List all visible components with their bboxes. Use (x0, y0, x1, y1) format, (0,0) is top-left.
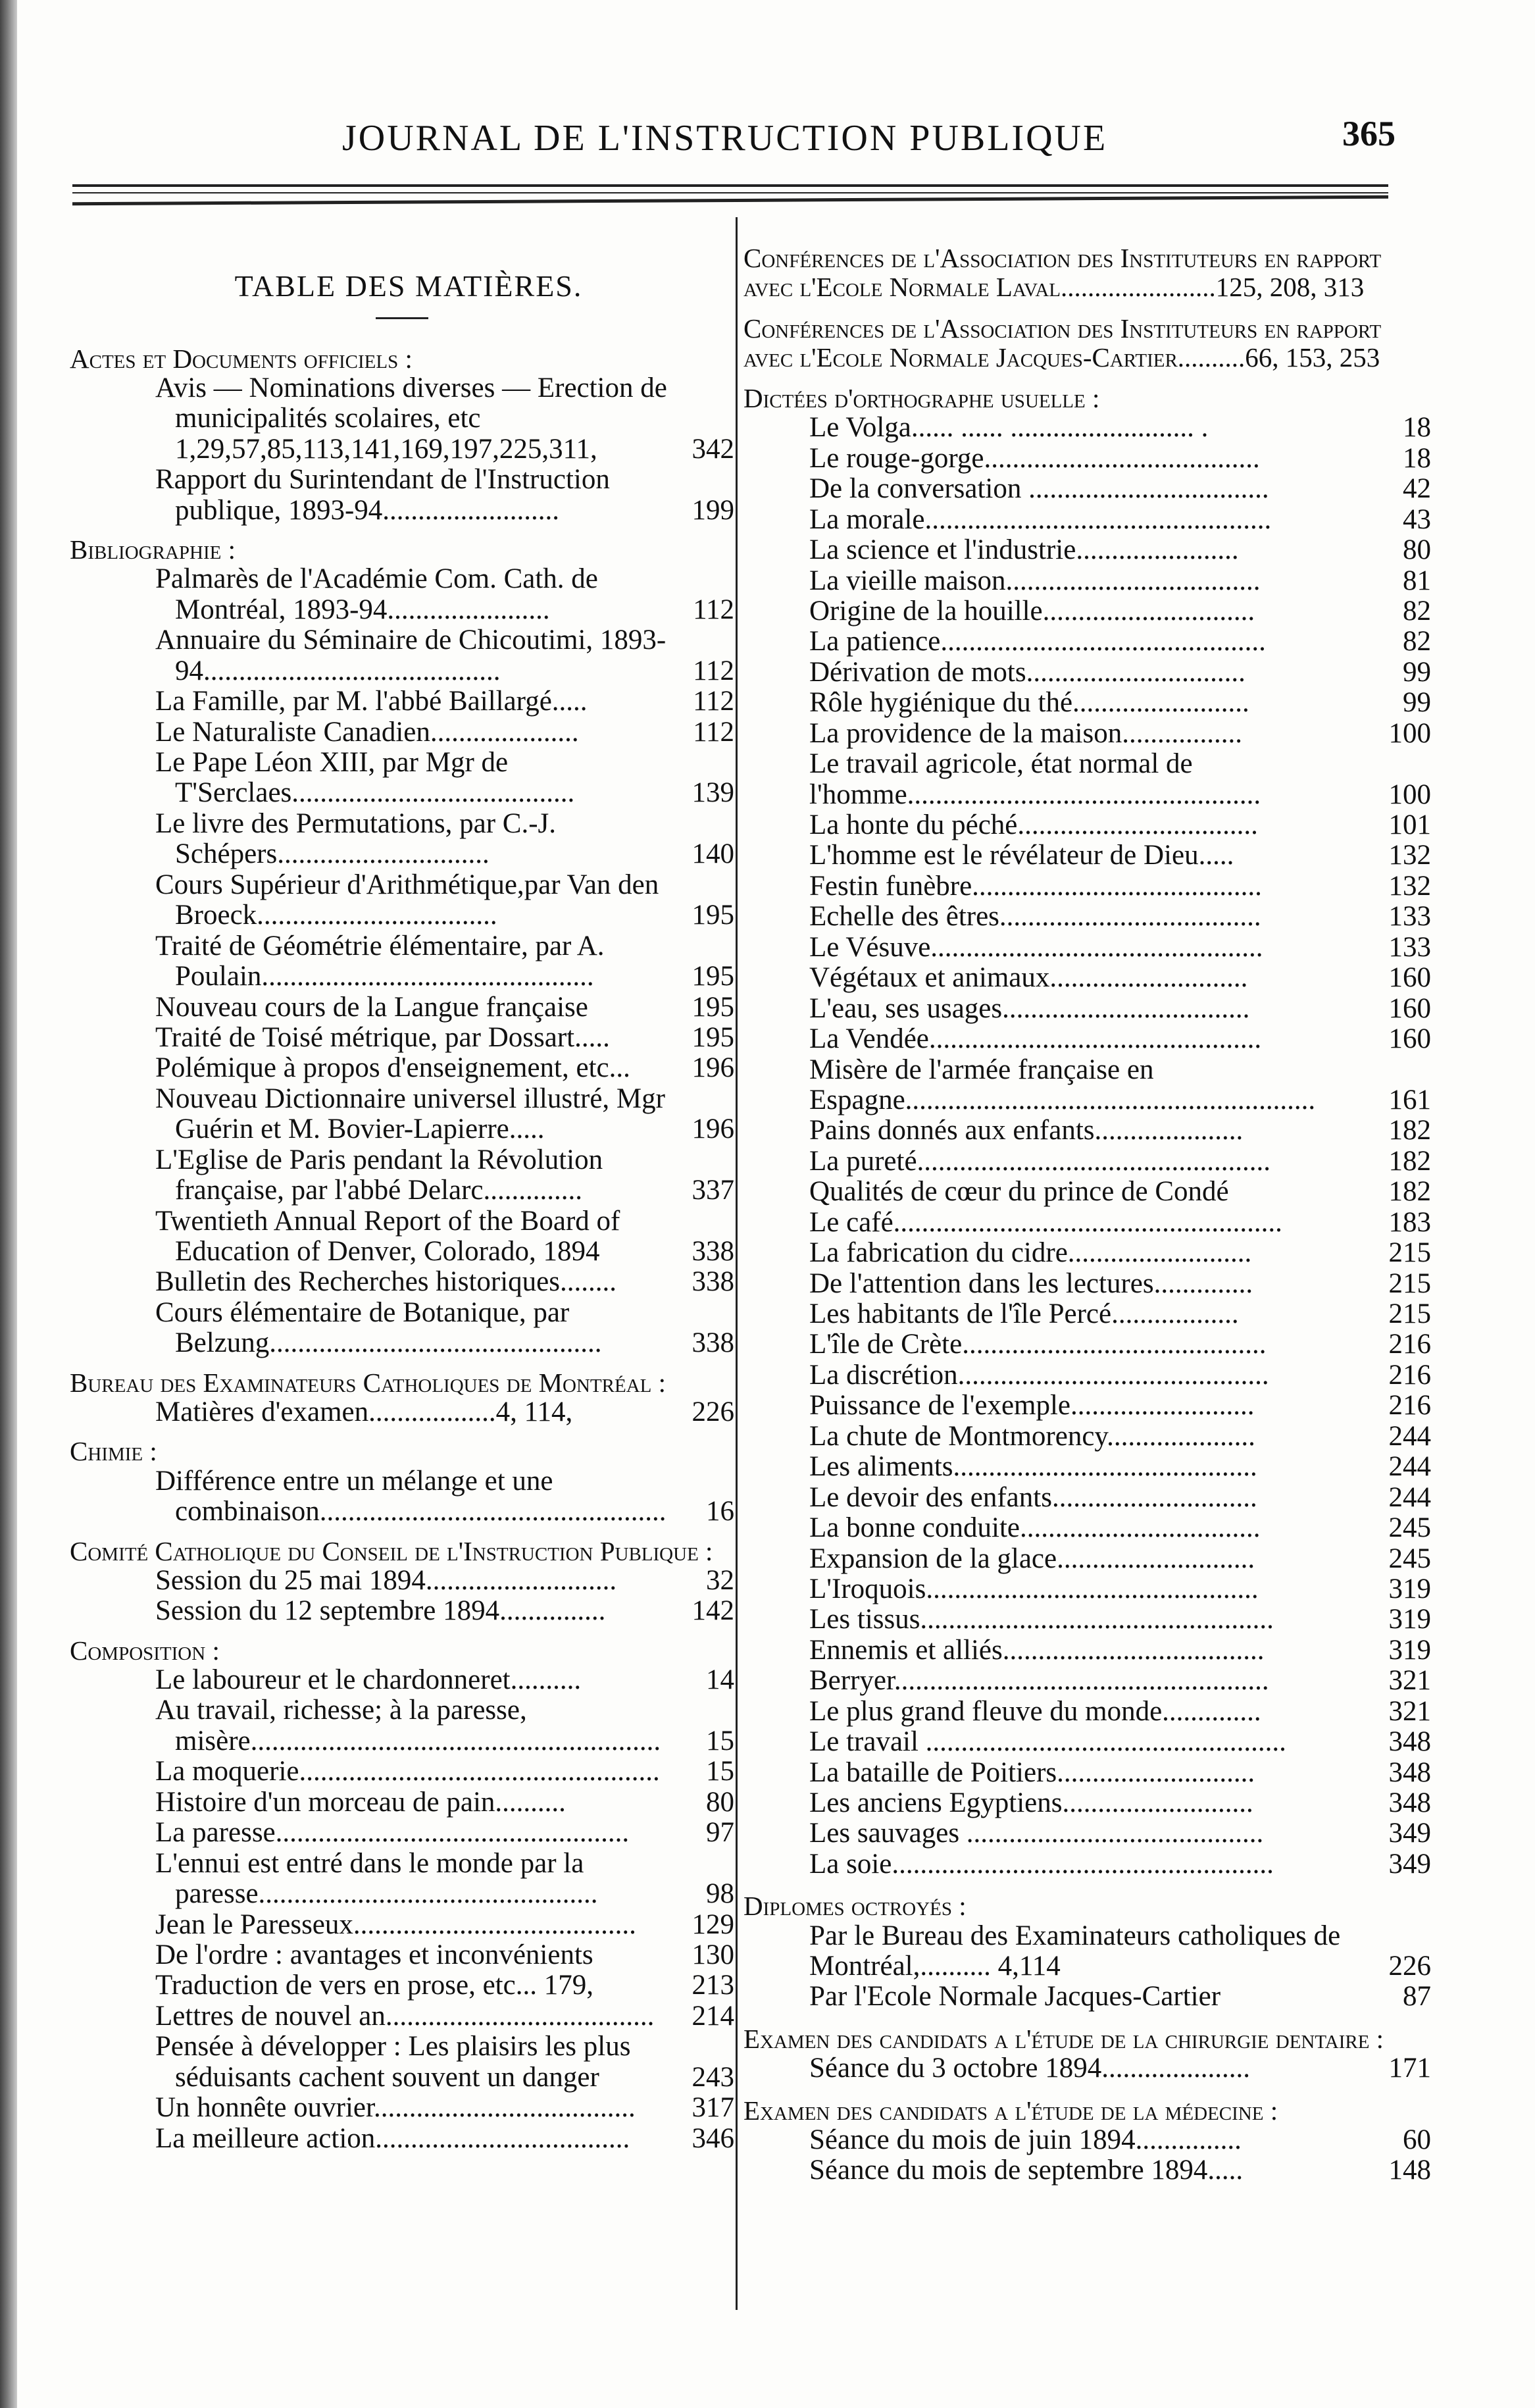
entry-page: 87 (1403, 1981, 1431, 2012)
section-heading: Diplomes octroyés : (743, 1891, 967, 1922)
header-rule (72, 184, 1388, 187)
index-entry (743, 1238, 1431, 1268)
index-entry (743, 810, 1431, 840)
index-entry (743, 1483, 1431, 1513)
entry-page: 161 (1388, 1084, 1431, 1115)
index-entry (70, 2124, 734, 2154)
index-entry (70, 1566, 734, 1596)
entry-text: La soie...................................................... (809, 1848, 1274, 1880)
entry-text: L'ennui est entré dans le monde par la paresse................................................ (155, 1847, 598, 1910)
index-entry (743, 1982, 1431, 2012)
entry-text: Les habitants de l'île Percé.................. (809, 1298, 1239, 1330)
index-entry (743, 1024, 1431, 1054)
entry-page: 112 (693, 686, 734, 717)
entry-page: 183 (1388, 1206, 1431, 1238)
index-entry (70, 1084, 734, 1145)
index-entry (743, 1513, 1431, 1543)
index-entry (70, 465, 734, 526)
entry-page: 60 (1403, 2124, 1431, 2155)
index-entry (70, 1756, 734, 1787)
entry-text: Traité de Géométrie élémentaire, par A. Poulain............................................... (155, 930, 605, 992)
entry-text: Matières d'examen..................4, 114, (155, 1396, 573, 1428)
title-rule (376, 317, 428, 319)
entry-page: 130 (692, 1939, 734, 1970)
entry-page: 171 (1388, 2053, 1431, 2084)
entry-text: La science et l'industrie....................... (809, 534, 1239, 566)
entry-text: Le plus grand fleuve du monde.............. (809, 1695, 1261, 1727)
entry-text: Session du 25 mai 1894........................... (155, 1564, 617, 1596)
entry-text: La pureté.................................................. (809, 1145, 1271, 1177)
entry-page: 139 (692, 777, 734, 809)
entry-text: La Vendée............................................... (809, 1023, 1262, 1055)
entry-text: La moquerie................................................... (155, 1756, 660, 1787)
index-entry (743, 657, 1431, 688)
index-entry (743, 1269, 1431, 1299)
section-heading: Conférences de l'Association des Instituteurs en rapport avec l'Ecole Normale Jacques-Cartier..........66, 153, 253 (743, 313, 1382, 372)
entry-page: 245 (1388, 1543, 1431, 1574)
entry-page: 32 (706, 1564, 734, 1596)
entry-text: Pensée à développer : Les plaisirs les plus séduisants cachent souvent un danger (155, 2031, 631, 2093)
entry-page: 14 (706, 1664, 734, 1696)
index-entry (70, 625, 734, 686)
entry-page: 100 (1388, 779, 1431, 810)
entry-text: Origine de la houille.............................. (809, 595, 1255, 627)
index-entry (743, 902, 1431, 932)
entry-text: Nouveau Dictionnaire universel illustré, Mgr Guérin et M. Bovier-Lapierre..... (155, 1083, 665, 1145)
entry-page: 97 (706, 1817, 734, 1849)
entry-text: Annuaire du Séminaire de Chicoutimi, 1893-94.......................................... (155, 625, 667, 686)
toc-title: TABLE DES MATIÈRES. (234, 269, 583, 303)
index-entry (743, 1452, 1431, 1482)
entry-page: 182 (1388, 1176, 1431, 1208)
entry-text: La fabrication du cidre.......................... (809, 1237, 1252, 1269)
page-binding-edge (0, 0, 17, 2408)
entry-text: Palmarès de l'Académie Com. Cath. de Montréal, 1893-94....................... (155, 563, 598, 625)
entry-text: La discrétion............................................ (809, 1359, 1269, 1391)
entry-page: 195 (692, 1021, 734, 1053)
entry-text: La Famille, par M. l'abbé Baillargé..... (155, 686, 588, 717)
entry-text: La chute de Montmorency..................... (809, 1420, 1255, 1452)
entry-page: 226 (1388, 1951, 1431, 1982)
entry-page: 160 (1388, 992, 1431, 1024)
index-entry (743, 1788, 1431, 1818)
entry-page: 348 (1388, 1726, 1431, 1758)
section-heading: Actes et Documents officiels : (70, 343, 413, 374)
index-entry (743, 994, 1431, 1024)
index-entry (70, 1145, 734, 1206)
entry-page: 82 (1403, 595, 1431, 627)
entry-text: Traduction de vers en prose, etc... 179, (155, 1970, 593, 2001)
entry-page: 215 (1388, 1298, 1431, 1330)
entry-text: La bonne conduite.................................. (809, 1512, 1261, 1544)
entry-text: Polémique à propos d'enseignement, etc... (155, 1052, 630, 1084)
entry-page: 215 (1388, 1268, 1431, 1299)
entry-text: Le Vésuve............................................... (809, 931, 1263, 963)
index-entry (743, 963, 1431, 993)
entry-page: 112 (693, 655, 734, 686)
entry-page: 15 (706, 1756, 734, 1787)
index-entry (70, 1466, 734, 1527)
entry-page: 349 (1388, 1848, 1431, 1880)
index-entry (743, 505, 1431, 535)
entry-page: 81 (1403, 565, 1431, 596)
index-entry (743, 688, 1431, 718)
entry-page: 216 (1388, 1359, 1431, 1391)
entry-text: Le rouge-gorge....................................... (809, 442, 1260, 474)
entry-page: 18 (1403, 442, 1431, 474)
entry-page: 244 (1388, 1451, 1431, 1483)
entry-page: 140 (692, 838, 734, 870)
index-entry (70, 1267, 734, 1297)
entry-page: 319 (1388, 1573, 1431, 1604)
index-entry (70, 686, 734, 717)
entry-text: L'homme est le révélateur de Dieu..... (809, 840, 1234, 871)
exam-dentaire-list (743, 2053, 1431, 2084)
entry-page: 160 (1388, 1023, 1431, 1055)
entry-page: 195 (692, 961, 734, 992)
index-entry (743, 627, 1431, 657)
exam-medecine-list (743, 2125, 1431, 2186)
journal-title: JOURNAL DE L'INSTRUCTION PUBLIQUE (342, 118, 1108, 159)
section-heading: Bureau des Examinateurs Catholiques de Montréal : (70, 1367, 666, 1398)
entry-text: Un honnête ouvrier..................................... (155, 2092, 636, 2124)
entry-page: 338 (692, 1266, 734, 1298)
entry-page: 42 (1403, 473, 1431, 505)
entry-page: 214 (692, 2000, 734, 2032)
entry-page: 321 (1388, 1695, 1431, 1727)
page-header (0, 0, 1535, 217)
index-entry (70, 717, 734, 748)
entry-text: Ennemis et alliés..................................... (809, 1634, 1265, 1666)
entry-text: La bataille de Poitiers............................ (809, 1756, 1255, 1788)
index-entry (70, 1787, 734, 1818)
entry-text: La patience.............................................. (809, 626, 1266, 657)
index-entry (743, 1391, 1431, 1421)
entry-text: De l'ordre : avantages et inconvénients (155, 1939, 593, 1970)
index-entry (743, 1697, 1431, 1727)
index-entry (743, 1758, 1431, 1788)
entry-page: 216 (1388, 1329, 1431, 1360)
index-entry (743, 1849, 1431, 1880)
entry-page: 112 (693, 716, 734, 748)
index-entry (70, 1023, 734, 1053)
entry-text: Berryer..................................................... (809, 1665, 1269, 1697)
entry-page: 133 (1388, 901, 1431, 933)
entry-text: Séance du 3 octobre 1894..................... (809, 2053, 1250, 2084)
entry-text: De l'attention dans les lectures.............. (809, 1268, 1253, 1299)
entry-text: Le Volga...... ...... .......................... . (809, 412, 1209, 444)
entry-text: Le travail agricole, état normal de l'homme.................................................. (809, 748, 1261, 810)
entry-page: 213 (692, 1970, 734, 2001)
index-entry (743, 1635, 1431, 1666)
index-entry (743, 2155, 1431, 2186)
entry-page: 196 (692, 1114, 734, 1145)
entry-text: La honte du péché.................................. (809, 809, 1258, 841)
entry-text: Misère de l'armée française en Espagne.......................................................... (809, 1054, 1316, 1115)
entry-page: 182 (1388, 1115, 1431, 1146)
entry-text: Le laboureur et le chardonneret.......... (155, 1664, 582, 1696)
entry-page: 245 (1388, 1512, 1431, 1544)
entry-text: L'Iroquois............................................... (809, 1573, 1259, 1604)
entry-text: Par le Bureau des Examinateurs catholiques de Montréal,.......... 4,114 (809, 1920, 1341, 1982)
entry-page: 348 (1388, 1787, 1431, 1819)
index-entry (743, 2125, 1431, 2155)
index-entry (743, 1177, 1431, 1207)
entry-text: Différence entre un mélange et une combinaison................................................. (155, 1465, 667, 1527)
index-entry (70, 1053, 734, 1083)
header-rule (72, 192, 1388, 193)
entry-text: Le livre des Permutations, par C.-J. Schépers.............................. (155, 807, 557, 870)
entry-text: Séance du mois de juin 1894............... (809, 2124, 1242, 2155)
entry-page: 16 (706, 1496, 734, 1527)
entry-page: 317 (692, 2092, 734, 2124)
entry-text: Lettres de nouvel an...................................... (155, 2000, 655, 2032)
entry-text: Les aliments........................................... (809, 1451, 1257, 1483)
entry-page: 15 (706, 1725, 734, 1756)
section-heading: Conférences de l'Association des Instituteurs en rapport avec l'Ecole Normale Laval.......................125, 208, 313 (743, 243, 1382, 303)
entry-text: Histoire d'un morceau de pain.......... (155, 1786, 566, 1818)
entry-page: 80 (706, 1786, 734, 1818)
entry-text: Par l'Ecole Normale Jacques-Cartier (809, 1981, 1221, 2012)
entry-text: Les tissus.................................................. (809, 1604, 1274, 1635)
index-entry (743, 1055, 1431, 1116)
index-entry (70, 1818, 734, 1848)
index-entry (70, 1397, 734, 1427)
index-entry (743, 1422, 1431, 1452)
entry-page: 148 (1388, 2155, 1431, 2186)
entry-text: Qualités de cœur du prince de Condé (809, 1176, 1229, 1208)
entry-page: 196 (692, 1052, 734, 1084)
section-heading: Examen des candidats a l'étude de la médecine : (743, 2095, 1278, 2126)
entry-text: La meilleure action.................................... (155, 2122, 630, 2154)
index-entry (70, 1695, 734, 1756)
entry-page: 338 (692, 1327, 734, 1359)
entry-text: L'île de Crète........................................... (809, 1329, 1267, 1360)
entry-text: Les anciens Egyptiens........................... (809, 1787, 1253, 1819)
entry-text: Dérivation de mots............................... (809, 656, 1246, 688)
entry-text: Cours élémentaire de Botanique, par Belzung............................................... (155, 1296, 602, 1359)
entry-page: 321 (1388, 1665, 1431, 1697)
entry-page: 132 (1388, 840, 1431, 871)
diplomes-list (743, 1921, 1431, 2012)
entry-page: 160 (1388, 962, 1431, 994)
entry-text: La paresse.................................................. (155, 1817, 630, 1849)
index-entry (743, 1299, 1431, 1329)
index-entry (743, 596, 1431, 627)
index-entry (70, 2032, 734, 2093)
left-column (70, 217, 734, 2154)
section-heading: Composition : (70, 1635, 220, 1666)
entry-text: Jean le Paresseux........................................ (155, 1908, 636, 1940)
entry-page: 216 (1388, 1390, 1431, 1422)
entry-text: Rapport du Surintendant de l'Instruction publique, 1893-94......................... (155, 464, 610, 526)
index-entry (70, 2001, 734, 2032)
entry-page: 243 (692, 2061, 734, 2093)
index-entry (70, 931, 734, 992)
index-entry (743, 1360, 1431, 1391)
index-entry (743, 2053, 1431, 2084)
entry-page: 43 (1403, 503, 1431, 535)
index-entry (70, 2093, 734, 2123)
index-entry (70, 1596, 734, 1626)
entry-page: 182 (1388, 1145, 1431, 1177)
entry-text: Echelle des êtres..................................... (809, 901, 1261, 933)
index-entry (743, 1574, 1431, 1604)
entry-text: La morale................................................. (809, 503, 1272, 535)
index-entry (743, 474, 1431, 504)
comite-list (70, 1566, 734, 1627)
entry-page: 82 (1403, 626, 1431, 657)
index-entry (70, 809, 734, 870)
entry-page: 342 (692, 433, 734, 465)
entry-text: Le café....................................................... (809, 1206, 1282, 1238)
index-entry (743, 1115, 1431, 1146)
entry-page: 132 (1388, 870, 1431, 902)
page-number: 365 (1342, 114, 1396, 153)
index-entry (70, 1206, 734, 1268)
index-entry (743, 871, 1431, 902)
index-entry (70, 870, 734, 931)
entry-page: 215 (1388, 1237, 1431, 1269)
index-entry (70, 1910, 734, 1940)
entry-page: 226 (692, 1396, 734, 1428)
entry-text: Session du 12 septembre 1894............... (155, 1595, 606, 1627)
entry-page: 244 (1388, 1481, 1431, 1513)
entry-page: 348 (1388, 1756, 1431, 1788)
index-entry (743, 1727, 1431, 1757)
entry-page: 80 (1403, 534, 1431, 566)
entry-page: 112 (693, 594, 734, 625)
section-heading: Comité Catholique du Conseil de l'Instruction Publique : (70, 1535, 713, 1566)
entry-page: 319 (1388, 1634, 1431, 1666)
section-heading: Chimie : (70, 1436, 157, 1467)
index-entry (743, 1146, 1431, 1177)
entry-text: Végétaux et animaux............................ (809, 962, 1248, 994)
entry-page: 244 (1388, 1420, 1431, 1452)
index-entry (70, 1665, 734, 1695)
entry-page: 195 (692, 991, 734, 1023)
section-heading: Dictées d'orthographe usuelle : (743, 383, 1100, 414)
section-heading: Examen des candidats a l'étude de la chirurgie dentaire : (743, 2023, 1384, 2054)
composition-list (70, 1665, 734, 2154)
index-entry (743, 1666, 1431, 1696)
entry-text: Pains donnés aux enfants..................... (809, 1115, 1244, 1146)
entry-text: Le Naturaliste Canadien..................... (155, 716, 579, 748)
entry-page: 98 (706, 1878, 734, 1910)
index-entry (743, 719, 1431, 749)
index-entry (743, 1544, 1431, 1574)
entry-page: 18 (1403, 412, 1431, 444)
entry-page: 319 (1388, 1604, 1431, 1635)
entry-text: Séance du mois de septembre 1894..... (809, 2155, 1244, 2186)
index-entry (743, 1604, 1431, 1635)
entry-page: 346 (692, 2122, 734, 2154)
index-entry (743, 1818, 1431, 1849)
entry-page: 142 (692, 1595, 734, 1627)
entry-page: 101 (1388, 809, 1431, 841)
entry-text: De la conversation .................................. (809, 473, 1269, 505)
header-rule (72, 195, 1388, 205)
entry-text: Cours Supérieur d'Arithmétique,par Van den Broeck.................................. (155, 869, 659, 931)
entry-text: Le travail ................................................... (809, 1726, 1286, 1758)
entry-text: L'eau, ses usages................................... (809, 992, 1250, 1024)
index-entry (743, 749, 1431, 810)
entry-text: La vieille maison.................................... (809, 565, 1261, 596)
entry-text: Le devoir des enfants............................. (809, 1481, 1257, 1513)
entry-text: Traité de Toisé métrique, par Dossart..... (155, 1021, 610, 1053)
index-entry (743, 1921, 1431, 1982)
entry-text: Twentieth Annual Report of the Board of Education of Denver, Colorado, 1894 (155, 1205, 620, 1268)
entry-text: Festin funèbre......................................... (809, 870, 1262, 902)
index-entry (743, 1329, 1431, 1360)
entry-text: Puissance de l'exemple.......................... (809, 1390, 1255, 1422)
index-entry (743, 933, 1431, 963)
index-entry (70, 373, 734, 465)
index-entry (743, 535, 1431, 565)
index-entry (70, 1298, 734, 1359)
entry-text: L'Eglise de Paris pendant la Révolution française, par l'abbé Delarc.............. (155, 1144, 603, 1206)
index-entry (70, 992, 734, 1023)
index-entry (743, 566, 1431, 596)
index-entry (70, 1970, 734, 2001)
entry-text: Avis — Nominations diverses — Erection de municipalités scolaires, etc 1,29,57,85,113,141,169,197,225,311, (155, 372, 667, 465)
entry-text: Les sauvages .......................................... (809, 1818, 1264, 1849)
right-column (743, 217, 1431, 2186)
entry-page: 133 (1388, 931, 1431, 963)
dictees-list (743, 413, 1431, 1880)
index-entry (70, 1849, 734, 1910)
entry-page: 338 (692, 1236, 734, 1268)
entry-text: Rôle hygiénique du thé......................... (809, 687, 1249, 719)
index-entry (743, 1208, 1431, 1238)
entry-text: La providence de la maison................. (809, 717, 1242, 749)
entry-text: Le Pape Léon XIII, par Mgr de T'Serclaes........................................ (155, 747, 575, 809)
entry-text: Bulletin des Recherches historiques........ (155, 1266, 617, 1298)
entry-page: 99 (1403, 687, 1431, 719)
index-entry (743, 413, 1431, 443)
section-heading: Bibliographie : (70, 534, 236, 565)
entry-text: Au travail, richesse; à la paresse, misère.......................................................... (155, 1695, 661, 1756)
entry-page: 129 (692, 1908, 734, 1940)
entry-page: 99 (1403, 656, 1431, 688)
index-entry (70, 564, 734, 625)
index-entry (743, 444, 1431, 474)
entry-page: 349 (1388, 1818, 1431, 1849)
entry-text: Nouveau cours de la Langue française (155, 991, 588, 1023)
index-entry (70, 1940, 734, 1970)
index-entry (70, 748, 734, 809)
entry-page: 100 (1388, 717, 1431, 749)
entry-page: 195 (692, 900, 734, 931)
bibliography-list (70, 564, 734, 1358)
index-entry (743, 840, 1431, 871)
column-divider (736, 217, 738, 2310)
entry-page: 199 (692, 494, 734, 526)
entry-text: Expansion de la glace............................ (809, 1543, 1255, 1574)
entry-page: 337 (692, 1175, 734, 1206)
